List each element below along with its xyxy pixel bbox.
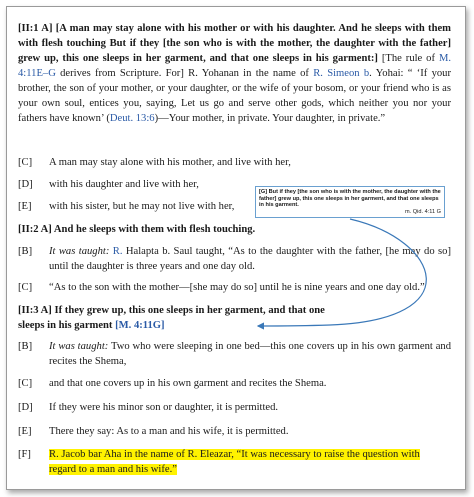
paragraph-b2 <box>49 244 451 274</box>
mishnah-ref-link[interactable]: M. 4:11E–G <box>18 53 452 79</box>
rabbi-ref-link[interactable]: R. Simeon b <box>313 68 370 79</box>
paragraph-label: [B] <box>18 341 33 352</box>
paragraph-label: [D] <box>18 179 33 190</box>
paragraph-text: and that one covers up in his own garment and recites the Shema. <box>49 378 327 389</box>
rabbi-ref-link[interactable]: R. <box>109 246 123 257</box>
paragraph-label: [E] <box>18 201 32 212</box>
paragraph-text: A man may stay alone with his mother, and live with her, <box>49 157 291 168</box>
mishnah-quote: If they grew up, this one sleeps in her garment, and that one sleeps in his garment <box>18 305 325 331</box>
body-text: Halapta b. Saul taught, “As to the daughter with the father, [he may do so] until the daughter is three years and one day old. <box>49 246 451 272</box>
section-label: [II:3 A] <box>18 305 52 316</box>
italic-lead: It was taught: <box>49 341 109 352</box>
section-label: [II:1 A] <box>18 23 53 34</box>
paragraph-label: [D] <box>18 402 33 413</box>
paragraph-label: [C] <box>18 378 33 389</box>
highlighted-text: R. Jacob bar Aha in the name of R. Eleazar, “It was necessary to raise the question with regard to a man and his wife.” <box>49 449 420 475</box>
paragraph-text: There they say: As to a man and his wife, it is permitted. <box>49 426 289 437</box>
section-ii3a <box>18 303 348 333</box>
italic-lead: It was taught: <box>49 246 110 257</box>
body-text: [The rule of <box>377 53 439 64</box>
section-ii1a <box>18 21 451 126</box>
section-ii2a-heading <box>18 222 451 237</box>
body-text: )—Your mother, in private. Your daughter, in private.” <box>154 113 386 124</box>
mishnah-callout <box>255 186 445 218</box>
paragraph-label: [C] <box>18 157 33 168</box>
paragraph-label: [E] <box>18 426 32 437</box>
body-text: Two who were sleeping in one bed—this one covers up in his own garment and recites the Shema, <box>49 341 452 367</box>
body-text: derives from Scripture. For] R. Yohanan in the name of <box>55 68 314 79</box>
paragraph-label: [C] <box>18 282 33 293</box>
scripture-ref-link[interactable]: Deut. 13:6 <box>109 113 155 124</box>
mishnah-quote: [A man may stay alone with his mother or with his daughter. And he sleeps with them with flesh touching But if they [the son who is with the mother, the daughter with the father] grew up, this one sleeps in her garment, and that one sleeps in his garment:] <box>18 23 452 64</box>
section-heading: [II:2 A] And he sleeps with them with flesh touching. <box>18 224 256 235</box>
mishnah-ref-link[interactable]: [M. 4:11G] <box>115 320 165 331</box>
paragraph-label: [F] <box>18 449 31 460</box>
paragraph-f3 <box>49 447 429 477</box>
paragraph-text: with his daughter and live with her, <box>49 179 199 190</box>
paragraph-b3 <box>49 339 451 369</box>
paragraph-text: with his sister, but he may not live with her, <box>49 201 235 212</box>
paragraph-text: If they were his minor son or daughter, it is permitted. <box>49 402 279 413</box>
paragraph-text: “As to the son with the mother—[she may do so] until he is nine years and one day old.” <box>49 282 425 293</box>
paragraph-label: [B] <box>18 246 33 257</box>
callout-text: [G] But if they [the son who is with the mother, the daughter with the father] grew up, this one sleeps in her garment, and that one sleeps in his garment. <box>259 189 441 209</box>
body-text: . Yohai: “ ‘If your brother, the son of your mother, or your daughter, or the wife of your bosom, or your friend who is as your own soul, entices you, saying, Let us go and serve other gods, which neither you nor your fathers have known’ ( <box>18 68 451 124</box>
callout-source: m. Qid. 4:11 G <box>405 208 441 215</box>
